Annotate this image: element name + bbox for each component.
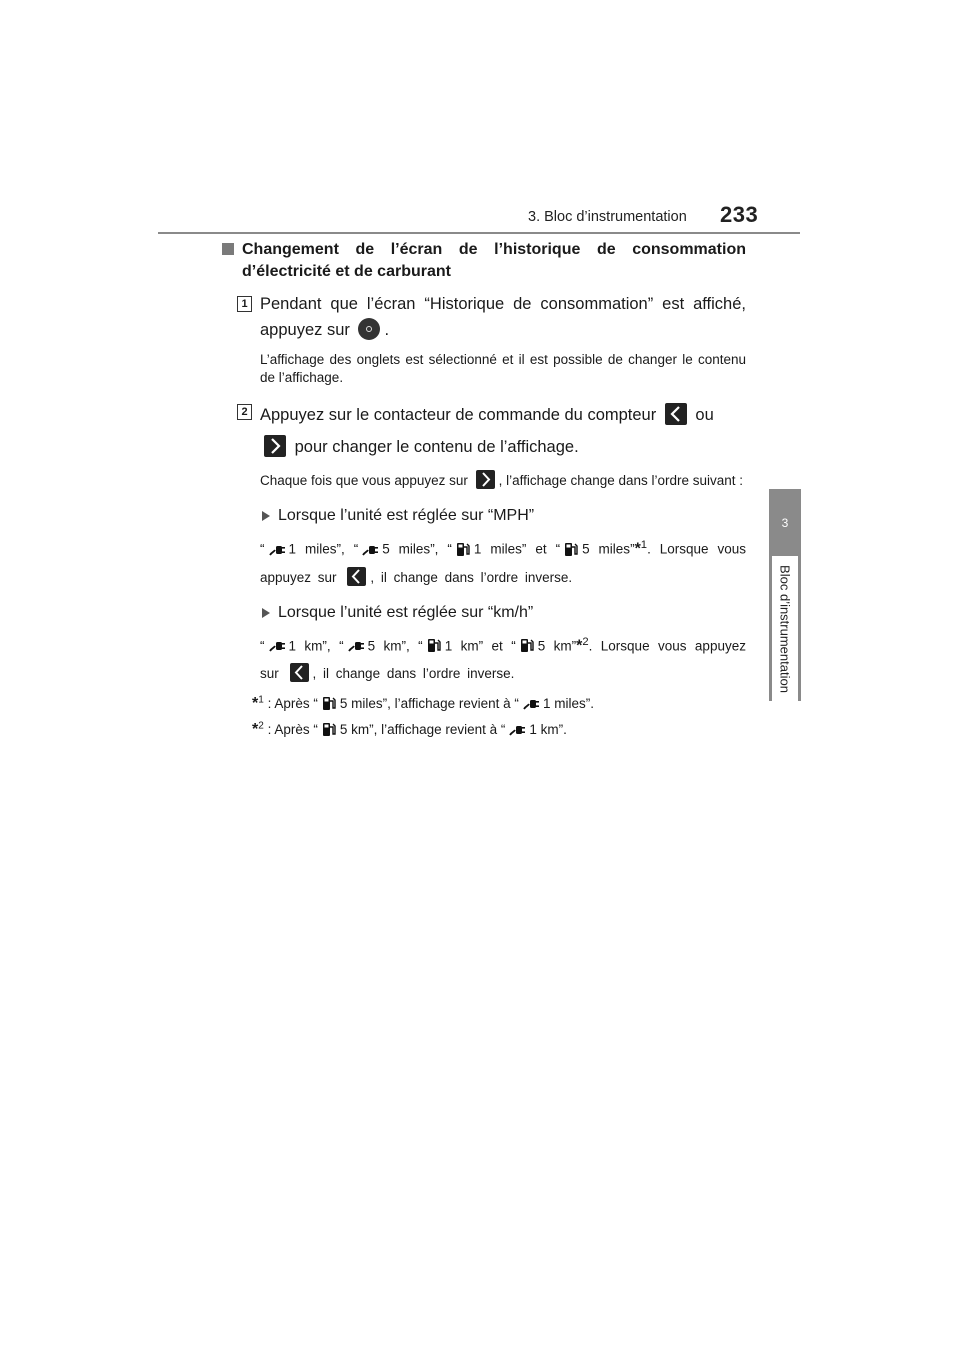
header-divider: [158, 232, 800, 234]
section-heading-text: Changement de l’écran de l’historique de consommation d’électricité et de carburant: [242, 241, 746, 280]
mph-after-sup: . Lorsque vous appuyez sur: [260, 541, 747, 585]
step-1-text-after: .: [384, 321, 390, 339]
footnote-mark: 2: [258, 720, 264, 732]
seq-item: 1 miles: [288, 541, 337, 557]
kmh-label: Lorsque l’unité est réglée sur “km/h”: [278, 603, 534, 621]
seq-item: 5 miles: [582, 541, 631, 557]
ev-plug-icon: [269, 543, 285, 557]
footnote-ref: 2: [582, 635, 589, 648]
mph-label: Lorsque l’unité est réglée sur “MPH”: [278, 507, 535, 524]
footnote-1: *$^1$ : Après “ 5 miles”, l’affichage revient à “ 1 miles”.: [252, 694, 594, 712]
chevron-left-icon: [665, 403, 687, 425]
chapter-tab-label: [772, 556, 798, 701]
step-2-text-after: pour changer le contenu de l’affichage.: [294, 438, 579, 456]
kmh-reverse-text: , il change dans l’ordre inverse.: [312, 666, 515, 681]
step-number-badge: 2: [237, 404, 252, 420]
step-2-note-after: , l’affichage change dans l’ordre suivant :: [498, 473, 744, 488]
footnote-2-before: : Après “: [267, 722, 318, 737]
step-2-text: [260, 399, 746, 463]
footnote-2-after: 1 km”.: [529, 722, 567, 737]
fuel-pump-icon: [564, 541, 578, 557]
ev-plug-icon: [509, 723, 525, 737]
step-1-text-before: Pendant que l’écran “Historique de consommation” est affiché, appuyez sur: [260, 295, 746, 339]
seq-item: 5 km: [537, 638, 572, 653]
kmh-sequence: “ 1 km”, “ 5 km”, “ 1 km” et “ 5 km”*$^2$. Lorsque vous appuyez sur , il change dans l’ordre inverse.: [260, 635, 746, 681]
ev-plug-icon: [523, 697, 539, 711]
page-number: 233: [720, 202, 759, 227]
kmh-sub-heading: [260, 602, 746, 624]
footnote-1-middle: 5 miles”, l’affichage revient à “: [339, 696, 519, 711]
mph-sub-heading: [260, 505, 746, 527]
step-1: [222, 291, 746, 387]
section-bullet-icon: [222, 243, 234, 255]
step-number-badge: 1: [237, 296, 252, 312]
step-2-text-before: Appuyez sur le contacteur de commande du compteur: [260, 406, 657, 424]
footnote-ref: 1: [640, 539, 648, 551]
seq-item: 1 miles: [473, 541, 522, 557]
step-2: [222, 399, 746, 740]
step-1-text: [260, 291, 746, 343]
fuel-pump-icon: [520, 637, 534, 653]
step-2-note-before: Chaque fois que vous appuyez sur: [260, 473, 468, 488]
section-heading: [222, 239, 746, 283]
chapter-tab-number: 3: [769, 489, 801, 557]
seq-item: 5 miles: [382, 541, 431, 557]
footnote-1-after: 1 miles”.: [542, 696, 594, 711]
chevron-left-icon: [347, 567, 366, 586]
footnote-mark: 1: [258, 694, 264, 706]
main-content: [222, 239, 746, 740]
step-2-text-between: ou: [695, 406, 714, 424]
step-1-note: L’affichage des onglets est sélectionné et il est possible de changer le contenu de l’affichage.: [260, 352, 746, 385]
fuel-pump-icon: [427, 637, 441, 653]
chevron-left-icon: [290, 663, 309, 682]
meter-knob-icon: [358, 318, 380, 340]
mph-sequence: “ 1 miles”, “ 5 miles”, “ 1 miles” et “ 5 miles”*$^1$. Lorsque vous appuyez sur , il change dans l’ordre inverse.: [260, 539, 747, 585]
ev-plug-icon: [348, 639, 364, 653]
chapter-tab-label-text: Bloc d’instrumentation: [777, 564, 793, 693]
chapter-header-title: 3. Bloc d’instrumentation: [528, 209, 687, 225]
chevron-right-icon: [476, 470, 495, 489]
fuel-pump-icon: [456, 541, 470, 557]
step-2-note: [260, 467, 746, 495]
seq-item: 1 km: [444, 638, 479, 653]
triangle-bullet-icon: [262, 511, 270, 521]
ev-plug-icon: [269, 639, 285, 653]
fuel-pump-icon: [322, 695, 336, 711]
footnote-2-middle: 5 km”, l’affichage revient à “: [339, 722, 506, 737]
seq-item: 5 km: [367, 638, 402, 653]
chevron-right-icon: [264, 435, 286, 457]
seq-item: 1 km: [288, 638, 323, 653]
fuel-pump-icon: [322, 721, 336, 737]
mph-reverse-text: , il change dans l’ordre inverse.: [370, 569, 573, 585]
footnote-1-before: : Après “: [267, 696, 318, 711]
triangle-bullet-icon: [262, 608, 270, 618]
kmh-after-sup: . Lorsque vous appuyez sur: [260, 638, 746, 681]
ev-plug-icon: [362, 543, 378, 557]
footnote-2: *$^2$ : Après “ 5 km”, l’affichage revient à “ 1 km”.: [252, 720, 567, 738]
